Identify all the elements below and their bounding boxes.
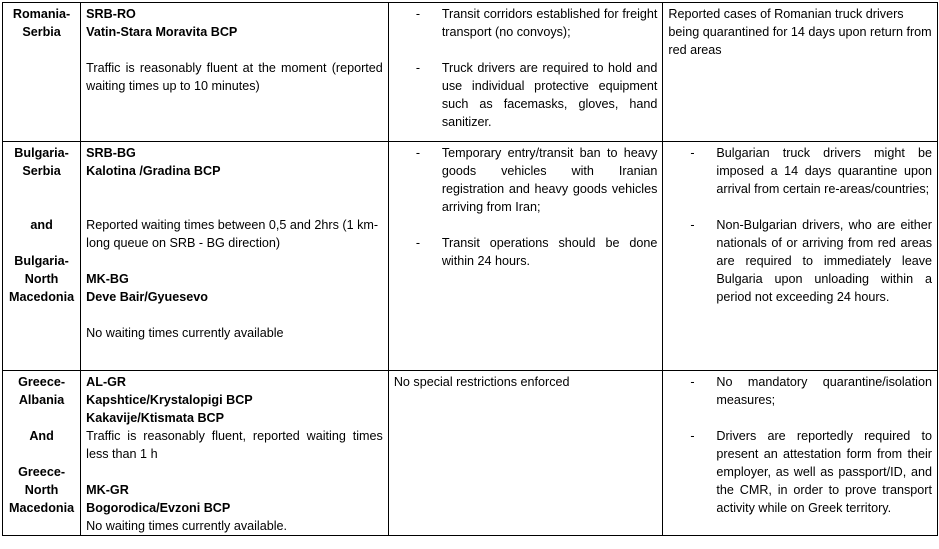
bullet-dash: - <box>415 236 421 250</box>
crossing-code: SRB-RO <box>86 7 136 21</box>
country-label: and <box>30 218 53 232</box>
traffic-status: Traffic is reasonably fluent at the moment (reported waiting times up to 10 minutes) <box>86 61 383 93</box>
quarantine-text: No mandatory quarantine/isolation measures; <box>716 375 932 407</box>
waiting-times: No waiting times currently available. <box>86 519 288 533</box>
quarantine-text: Reported cases of Romanian truck drivers being quarantined for 14 days upon return from red areas <box>668 7 932 57</box>
restriction-item <box>394 144 658 216</box>
crossing-code: MK-BG <box>86 272 129 286</box>
quarantine-cell <box>663 142 938 371</box>
country-label: Macedonia <box>9 501 75 515</box>
country-label: Greece- <box>18 375 66 389</box>
crossing-cell <box>81 3 389 142</box>
crossing-cell <box>81 371 389 536</box>
quarantine-cell <box>663 3 938 142</box>
quarantine-item <box>668 427 932 517</box>
quarantine-cell <box>663 371 938 536</box>
quarantine-text: Non-Bulgarian drivers, who are either nationals of or arriving from red areas are required to immediately leave Bulgaria upon unloading within a period not exceeding 24 hours. <box>716 218 932 304</box>
crossing-cell <box>81 142 389 371</box>
bullet-dash: - <box>415 7 421 21</box>
table-row <box>3 142 938 371</box>
restriction-text: Transit operations should be done within 24 hours. <box>441 236 658 268</box>
crossing-code: AL-GR <box>86 375 127 389</box>
restriction-item <box>394 5 658 41</box>
crossing-code: MK-GR <box>86 483 129 497</box>
restriction-text: Temporary entry/transit ban to heavy goods vehicles with Iranian registration and heavy goods vehicles arriving from Iran; <box>441 146 658 214</box>
crossing-name: Vatin-Stara Moravita BCP <box>86 25 238 39</box>
crossing-name: Kapshtice/Krystalopigi BCP <box>86 393 253 407</box>
crossing-code: SRB-BG <box>86 146 136 160</box>
crossing-name: Bogorodica/Evzoni BCP <box>86 501 231 515</box>
table-row <box>3 371 938 536</box>
country-label: And <box>29 429 54 443</box>
country-label: Greece- <box>18 465 66 479</box>
country-cell <box>3 3 81 142</box>
quarantine-item <box>668 144 932 198</box>
bullet-dash: - <box>415 61 421 75</box>
country-label: North <box>24 272 59 286</box>
country-label: Romania- <box>12 7 71 21</box>
country-label: Albania <box>18 393 65 407</box>
country-label: North <box>24 483 59 497</box>
bullet-dash: - <box>690 218 695 232</box>
restriction-item <box>394 59 658 131</box>
restrictions-cell <box>388 142 663 371</box>
restriction-text: Transit corridors established for freight transport (no convoys); <box>441 7 658 39</box>
country-label: Bulgaria- <box>14 254 69 268</box>
restriction-text: Truck drivers are required to hold and use individual protective equipment such as facemasks, gloves, hand sanitizer. <box>441 61 658 129</box>
border-crossing-table <box>2 2 938 536</box>
country-label: Macedonia <box>9 290 75 304</box>
crossing-name: Kakavije/Ktismata BCP <box>86 411 225 425</box>
bullet-dash: - <box>690 375 695 389</box>
quarantine-text: Bulgarian truck drivers might be imposed a 14 days quarantine upon arrival from certain re-areas/countries; <box>716 146 932 196</box>
waiting-times: Reported waiting times between 0,5 and 2hrs (1 km-long queue on SRB - BG direction) <box>86 218 379 250</box>
country-label: Serbia <box>22 164 61 178</box>
bullet-dash: - <box>690 429 695 443</box>
waiting-times: No waiting times currently available <box>86 326 284 340</box>
country-label: Bulgaria- <box>14 146 69 160</box>
quarantine-item <box>668 373 932 409</box>
country-cell <box>3 371 81 536</box>
restrictions-cell <box>388 371 663 536</box>
bullet-dash: - <box>415 146 421 160</box>
traffic-status: Traffic is reasonably fluent, reported waiting times less than 1 h <box>86 429 383 461</box>
quarantine-item <box>668 216 932 306</box>
crossing-name: Deve Bair/Gyuesevo <box>86 290 208 304</box>
restriction-item <box>394 234 658 270</box>
country-label: Serbia <box>22 25 61 39</box>
restrictions-cell <box>388 3 663 142</box>
restriction-text: No special restrictions enforced <box>393 375 570 389</box>
quarantine-text: Drivers are reportedly required to present an attestation form from their employer, as well as passport/ID, and the CMR, in order to prove transport activity while on Greek territory. <box>716 429 932 515</box>
country-cell <box>3 142 81 371</box>
crossing-name: Kalotina /Gradina BCP <box>86 164 221 178</box>
table-row <box>3 3 938 142</box>
bullet-dash: - <box>690 146 695 160</box>
